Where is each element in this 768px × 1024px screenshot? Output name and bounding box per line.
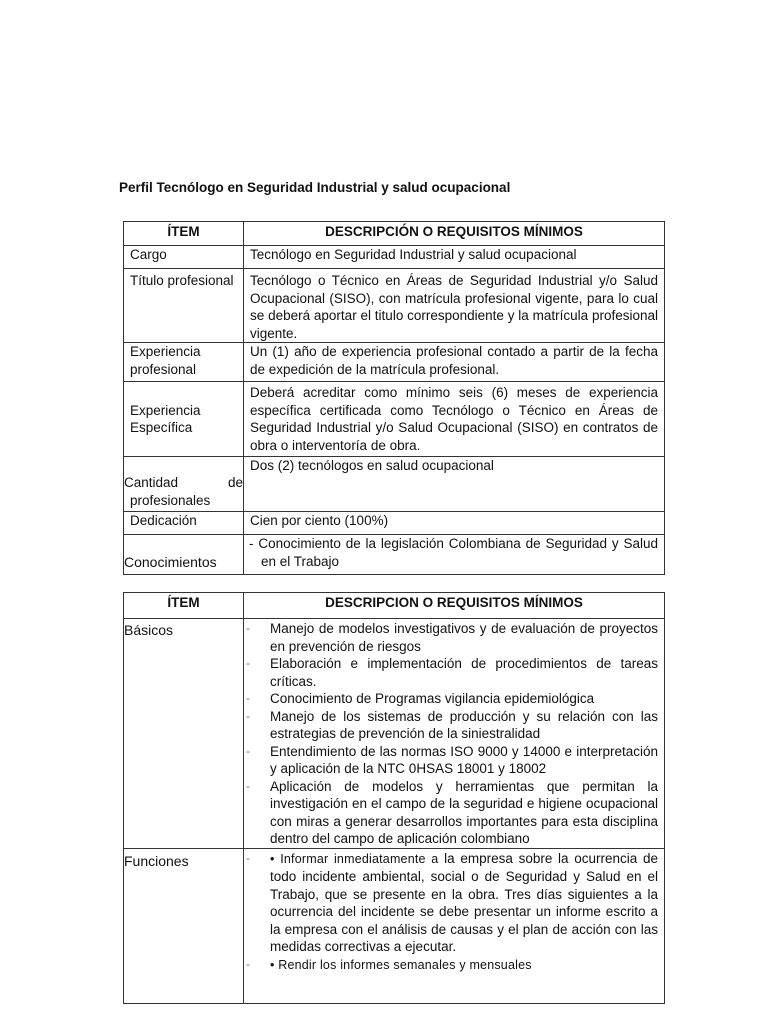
row-label: Título profesional (124, 269, 244, 343)
row-value (244, 535, 665, 575)
row-label: Conocimientos (124, 535, 244, 575)
row-label-line-1: Cantidad de (124, 475, 243, 490)
list-item-text: • Rendir los informes semanales y mensuales (270, 957, 532, 972)
table-header-row (124, 222, 665, 246)
list-item: - Entendimiento de las normas ISO 9000 y 14000 e interpretación y aplicación de la NTC 0HSAS 18001 y 18002 (246, 743, 658, 778)
row-label: Funciones (124, 848, 244, 1003)
list-item (246, 956, 658, 975)
row-label: Experiencia Específica (124, 382, 244, 457)
funciones-list (246, 850, 658, 975)
row-label: Básicos (124, 619, 244, 849)
list-item (246, 850, 658, 956)
row-value: Dos (2) tecnólogos en salud ocupacional (244, 457, 665, 512)
list-item-text: la empresa sobre la ocurrencia de todo incidente ambiental, social o de Seguridad y Salud en el Trabajo, que se presente en la obra. Tres días siguientes a la ocurrencia del incidente se debe presentar un informe escrito a la empresa con el análisis de causas y el plan de acción con las medidas correctivas a ejecutar. (270, 850, 658, 954)
conocimientos-text: - Conocimiento de la legislación Colombiana de Seguridad y Salud en el Trabajo (249, 536, 658, 569)
table-row (124, 246, 665, 269)
list-item: - Conocimiento de Programas vigilancia epidemiológica (246, 690, 658, 708)
row-value: Deberá acreditar como mínimo seis (6) meses de experiencia específica certificada como Tecnólogo o Técnico en Áreas de Seguridad Industrial y/o Salud Ocupacional (SISO) en contratos de obra o interventoría de obra. (244, 382, 665, 457)
table-row (124, 382, 665, 457)
row-label: Experiencia profesional (124, 343, 244, 382)
row-value: Cien por ciento (100%) (244, 512, 665, 535)
list-item-lead: • Informar inmediatamente a (270, 851, 439, 866)
list-item: - Manejo de modelos investigativos y de evaluación de proyectos en prevención de riesgos (246, 620, 658, 655)
row-value (244, 619, 665, 849)
table-row (124, 512, 665, 535)
list-item: - Aplicación de modelos y herramientas que permitan la investigación en el campo de la seguridad e higiene ocupacional con miras a generar desarrollos importantes para esta disciplina dentro del campo de aplicación colombiano (246, 778, 658, 848)
row-value: Tecnólogo en Seguridad Industrial y salud ocupacional (244, 246, 665, 269)
header-item: ÍTEM (124, 222, 244, 246)
header-description: DESCRIPCIÓN O REQUISITOS MÍNIMOS (244, 222, 665, 246)
row-label: Cargo (124, 246, 244, 269)
table-row (124, 848, 665, 1003)
row-value (244, 848, 665, 1003)
profile-requirements-table (123, 221, 665, 575)
list-item: - Elaboración e implementación de procedimientos de tareas críticas. (246, 655, 658, 690)
table-row (124, 343, 665, 382)
row-label: Dedicación (124, 512, 244, 535)
table-row (124, 535, 665, 575)
competencies-table (123, 592, 665, 1004)
list-item: - Manejo de los sistemas de producción y su relación con las estrategias de prevención de la siniestralidad (246, 708, 658, 743)
table-row (124, 457, 665, 512)
row-label (124, 457, 244, 512)
row-value: Un (1) año de experiencia profesional contado a partir de la fecha de expedición de la matrícula profesional. (244, 343, 665, 382)
table-header-row (124, 593, 665, 619)
basicos-list (246, 620, 658, 848)
row-value: Tecnólogo o Técnico en Áreas de Seguridad Industrial y/o Salud Ocupacional (SISO), con matrícula profesional vigente, para lo cual se deberá aportar el titulo correspondiente y la matrícula profesional vigente. (244, 269, 665, 343)
header-description: DESCRIPCION O REQUISITOS MÍNIMOS (244, 593, 665, 619)
row-label-line-2: profesionales (130, 492, 211, 508)
page-title: Perfil Tecnólogo en Seguridad Industrial y salud ocupacional (119, 180, 511, 195)
table-row (124, 619, 665, 849)
table-row (124, 269, 665, 343)
header-item: ÍTEM (124, 593, 244, 619)
